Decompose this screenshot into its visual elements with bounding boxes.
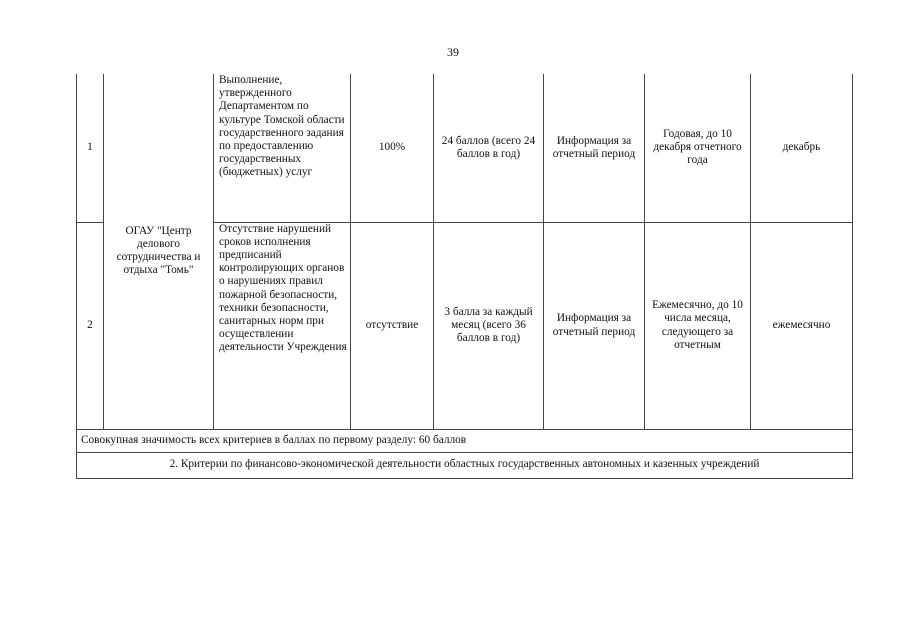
criterion-points: 24 баллов (всего 24 баллов в год) (434, 74, 544, 222)
criterion-points: 3 балла за каждый месяц (всего 36 баллов в год) (434, 222, 544, 429)
row-number: 2 (77, 222, 104, 429)
criterion-source: Информация за отчетный период (544, 222, 645, 429)
criterion-text: Выполнение, утвержденного Департаментом по культуре Томской области государственного задания по предоставлению государственных (бюджетных) услуг (214, 74, 351, 222)
criterion-deadline: Ежемесячно, до 10 числа месяца, следующего за отчетным (645, 222, 751, 429)
row-number: 1 (77, 74, 104, 222)
summary-row (77, 429, 853, 452)
criterion-text: Отсутствие нарушений сроков исполнения предписаний контролирующих органов о нарушениях правил пожарной безопасности, техники безопасности, санитарных норм при осуществлении деятельности Учреждения (214, 222, 351, 429)
organization-name: ОГАУ "Центр делового сотрудничества и отдыха "Томь" (104, 74, 214, 429)
criteria-table (76, 74, 853, 479)
section-row (77, 452, 853, 478)
criterion-deadline: Годовая, до 10 декабря отчетного года (645, 74, 751, 222)
criterion-value: отсутствие (351, 222, 434, 429)
table-row (77, 74, 853, 222)
criterion-periodicity: декабрь (751, 74, 853, 222)
summary-text: Совокупная значимость всех критериев в баллах по первому разделу: 60 баллов (77, 429, 853, 452)
page-number: 39 (447, 45, 459, 59)
criterion-value: 100% (351, 74, 434, 222)
criterion-source: Информация за отчетный период (544, 74, 645, 222)
criterion-periodicity: ежемесячно (751, 222, 853, 429)
section-title: 2. Критерии по финансово-экономической деятельности областных государственных автономных и казенных учреждений (77, 452, 853, 478)
